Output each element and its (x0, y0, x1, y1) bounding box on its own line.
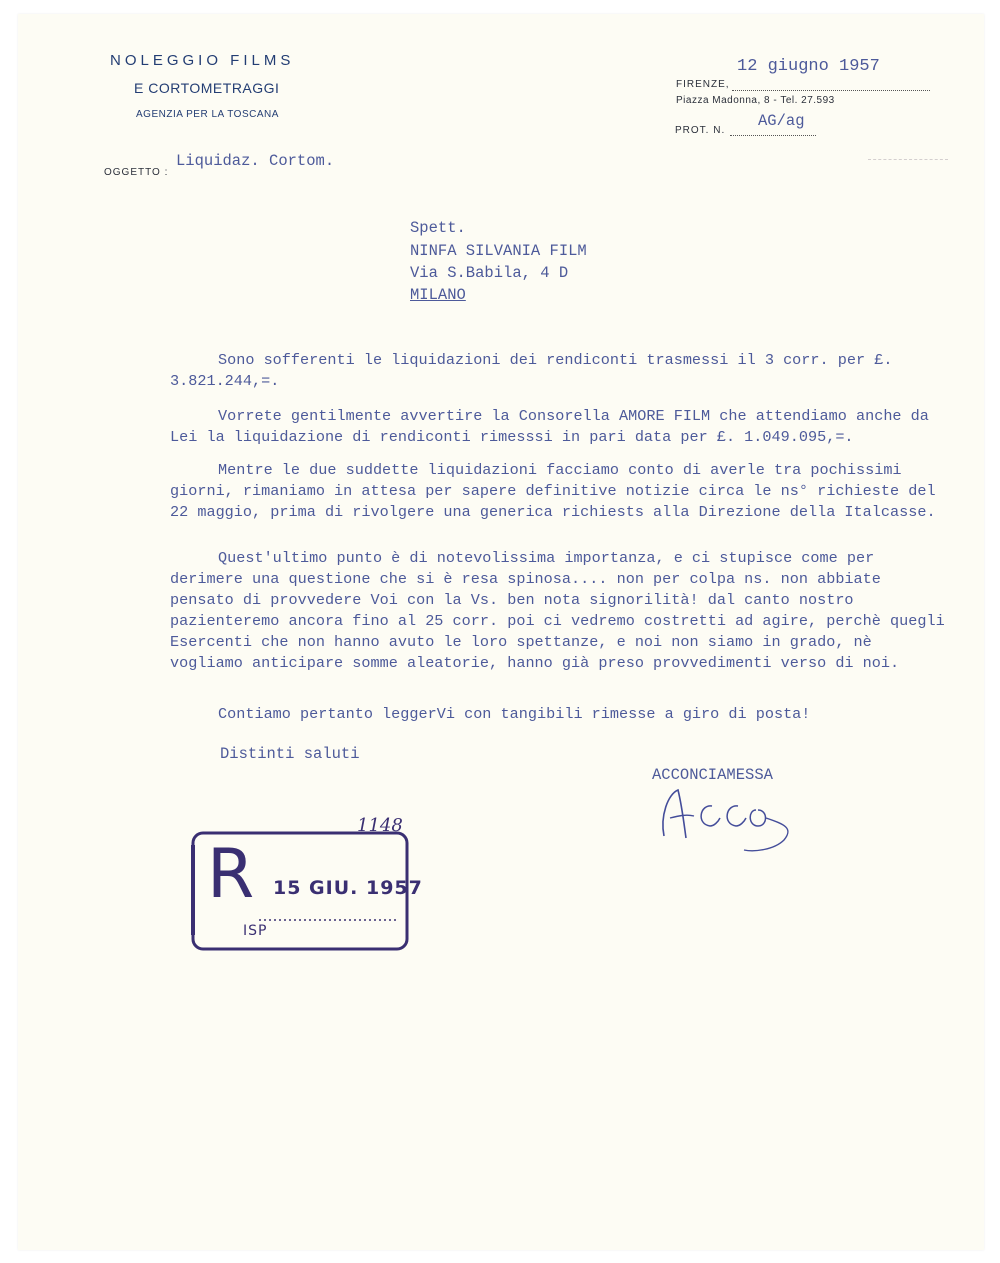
body-paragraph-1: Sono sofferenti le liquidazioni dei rendiconti trasmessi il 3 corr. per £. 3.821.244,=. (170, 351, 893, 390)
stamp-label: ISP (243, 923, 268, 939)
letterhead-agency: AGENZIA PER LA TOSCANA (136, 109, 279, 120)
city-label: FIRENZE, (676, 79, 730, 90)
typed-signature-name: ACCONCIAMESSA (652, 766, 773, 784)
letter-date: 12 giugno 1957 (737, 57, 880, 76)
closing-salutation: Distinti saluti (220, 745, 360, 763)
letterhead-company-name: NOLEGGIO FILMS (110, 52, 295, 69)
recipient-city: MILANO (410, 286, 466, 304)
subject-text: Liquidaz. Cortom. (176, 152, 335, 170)
body-paragraph-3: Mentre le due suddette liquidazioni facciamo conto di averle tra pochissimi giorni, rimaniamo in attesa per sapere definitive notizie circa le ns° richieste del 22 maggio, prima di rivolgere una generica richiests alla Direzione della Italcasse. (170, 461, 936, 521)
body-paragraph-5: Contiamo pertanto leggerVi con tangibili rimesse a giro di posta! (218, 705, 811, 723)
handwritten-signature (634, 776, 804, 860)
city-dotted-line (732, 90, 930, 91)
received-stamp (189, 815, 423, 952)
recipient-salutation: Spett. (410, 219, 466, 237)
recipient-name: NINFA SILVANIA FILM (410, 242, 587, 260)
body-paragraph-4: Quest'ultimo punto è di notevolissima importanza, e ci stupisce come per derimere una questione che si è resa spinosa.... non per colpa ns. non abbiate pensato di provvedere Voi con la Vs. ben nota signorilità! dal canto nostro pazienteremo ancora fino al 25 corr. poi ci vedremo costretti ad agire, perchè quegli Esercenti che non hanno avuto le loro spettanze, e noi non siamo in grado, nè vogliamo anticipare somme aleatorie, hanno già preso provvedimenti verso di noi. (170, 549, 945, 672)
protocol-label: PROT. N. (675, 125, 726, 136)
ink-smudge (868, 156, 948, 160)
protocol-value: AG/ag (758, 112, 805, 130)
subject-label: OGGETTO : (104, 167, 169, 178)
body-paragraph-2: Vorrete gentilmente avvertire la Consorella AMORE FILM che attendiamo anche da Lei la liquidazione di rendiconti rimesssi in pari data per £. 1.049.095,=. (170, 407, 929, 446)
recipient-street: Via S.Babila, 4 D (410, 264, 569, 282)
stamp-date: 15 GIU. 1957 (273, 877, 423, 899)
letterhead-subtitle: E CORTOMETRAGGI (134, 80, 280, 96)
stamp-handwritten-number: 1148 (357, 815, 403, 836)
stamp-letter: R (207, 835, 255, 914)
protocol-dotted-line (730, 135, 816, 136)
letterhead-address: Piazza Madonna, 8 - Tel. 27.593 (676, 95, 835, 106)
